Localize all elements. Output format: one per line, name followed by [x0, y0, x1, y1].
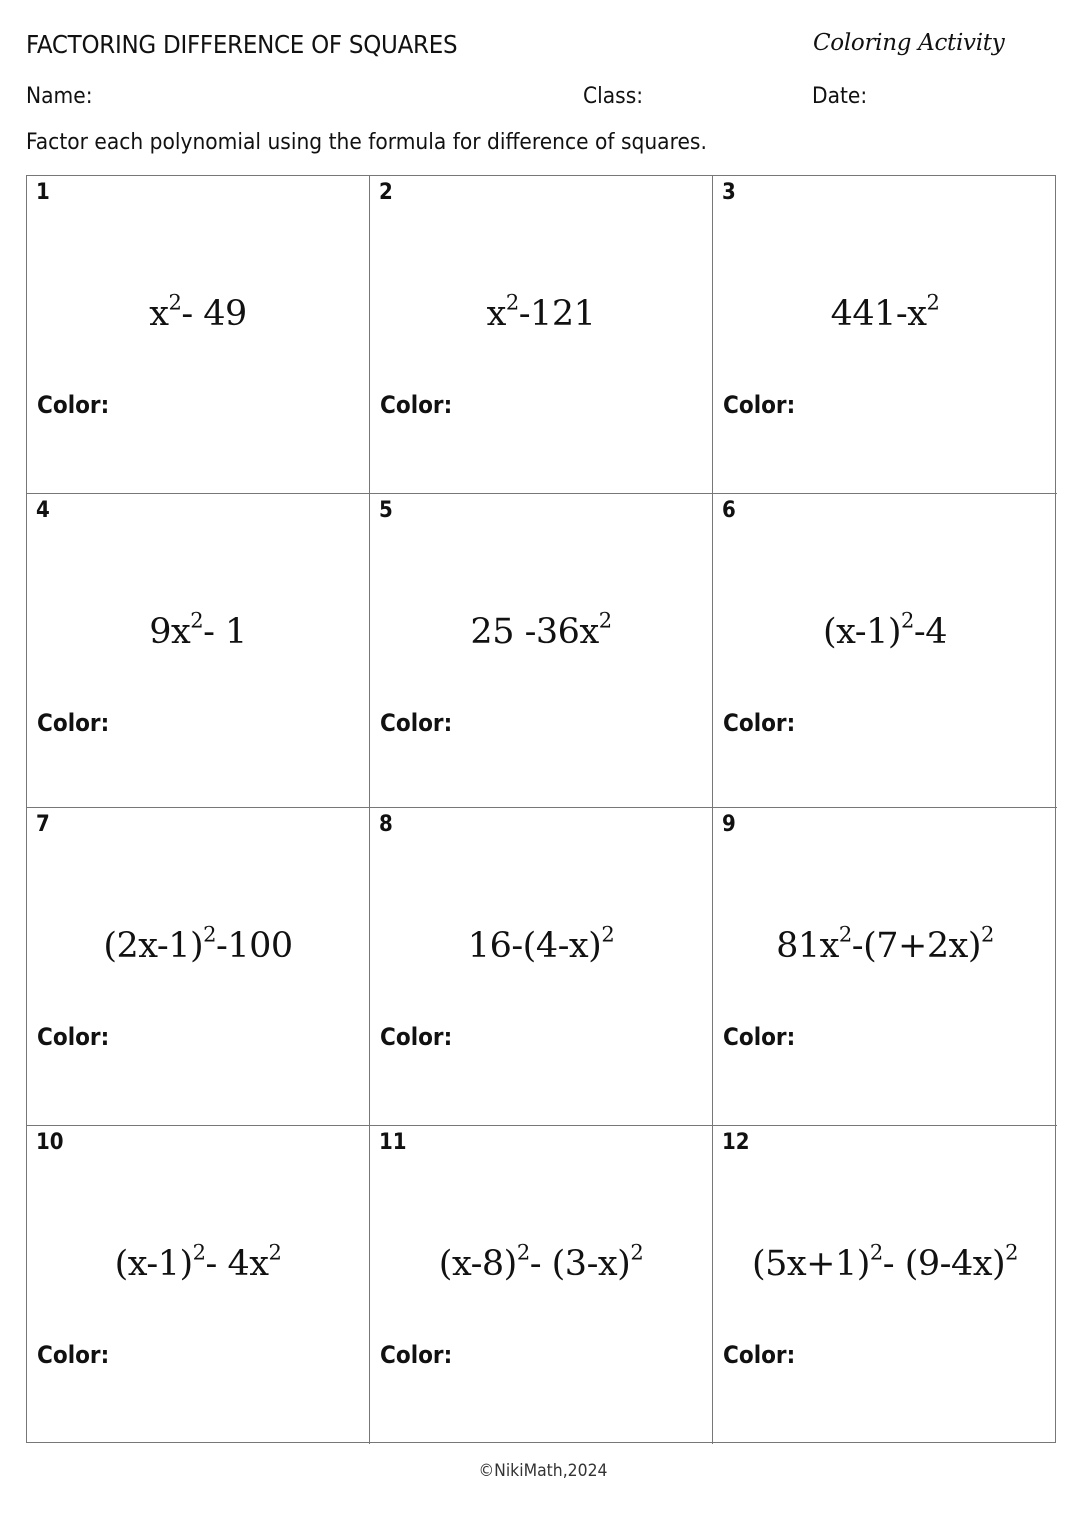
polynomial-expression: [27, 290, 369, 334]
color-label: Color:: [723, 709, 796, 737]
exponent: 2: [516, 1240, 530, 1265]
exponent: 2: [981, 922, 994, 947]
problem-number: 12: [722, 1130, 750, 1155]
polynomial-expression: [370, 1240, 712, 1284]
instructions: Factor each polynomial using the formula for difference of squares.: [26, 130, 707, 155]
expression-term: x: [149, 294, 169, 334]
exponent: 2: [192, 1240, 206, 1265]
worksheet-title: FACTORING DIFFERENCE OF SQUARES: [26, 30, 458, 59]
color-label: Color:: [723, 1023, 796, 1051]
problem-cell: [713, 1126, 1057, 1444]
polynomial-expression: [27, 608, 369, 652]
worksheet-subtitle: Coloring Activity: [813, 30, 1005, 56]
expression-term: 81x: [776, 926, 839, 966]
color-label: Color:: [37, 1341, 110, 1369]
expression-term: (x-1): [822, 612, 902, 652]
expression-term: - (3-x): [529, 1244, 631, 1284]
problem-number: 4: [36, 498, 50, 523]
polynomial-expression: [370, 608, 712, 652]
expression-term: 25 -36x: [470, 612, 599, 652]
problem-cell: [713, 808, 1057, 1126]
exponent: 2: [630, 1240, 644, 1265]
color-label: Color:: [380, 709, 453, 737]
expression-term: -121: [518, 294, 596, 334]
problem-cell: [370, 176, 713, 494]
name-field-label: Name:: [26, 84, 93, 109]
expression-term: 9x: [149, 612, 191, 652]
problem-number: 10: [36, 1130, 64, 1155]
expression-term: (x-8): [438, 1244, 517, 1284]
date-field-label: Date:: [812, 84, 868, 109]
exponent: 2: [268, 1240, 282, 1265]
color-label: Color:: [37, 709, 110, 737]
color-label: Color:: [37, 1023, 110, 1051]
problem-cell: [27, 176, 370, 494]
color-label: Color:: [380, 1341, 453, 1369]
problem-cell: [370, 1126, 713, 1444]
problem-number: 7: [36, 812, 50, 837]
expression-term: 16-(4-x): [467, 926, 602, 966]
exponent: 2: [601, 922, 615, 947]
exponent: 2: [190, 608, 204, 633]
polynomial-expression: [27, 922, 369, 966]
expression-term: -100: [216, 926, 293, 966]
exponent: 2: [838, 922, 852, 947]
polynomial-expression: [370, 290, 712, 334]
exponent: 2: [926, 290, 940, 315]
problem-cell: [713, 494, 1057, 808]
exponent: 2: [901, 608, 914, 633]
problem-number: 3: [722, 180, 736, 205]
expression-term: (5x+1): [751, 1244, 870, 1284]
exponent: 2: [1005, 1240, 1019, 1265]
polynomial-expression: [713, 922, 1057, 966]
expression-term: - 49: [181, 294, 247, 334]
polynomial-expression: [713, 1240, 1057, 1284]
polynomial-expression: [713, 608, 1057, 652]
expression-term: -(7+2x): [851, 926, 982, 966]
footer-copyright: ©NikiMath,2024: [478, 1461, 608, 1481]
class-field-label: Class:: [583, 84, 644, 109]
expression-term: - 4x: [205, 1244, 269, 1284]
problem-number: 8: [379, 812, 393, 837]
problem-number: 11: [379, 1130, 407, 1155]
polynomial-expression: [370, 922, 712, 966]
problem-number: 2: [379, 180, 393, 205]
polynomial-expression: [713, 290, 1057, 334]
expression-term: (x-1): [114, 1244, 193, 1284]
problem-number: 5: [379, 498, 393, 523]
problem-grid: [26, 175, 1056, 1443]
expression-term: (2x-1): [103, 926, 204, 966]
color-label: Color:: [723, 391, 796, 419]
problem-cell: [27, 494, 370, 808]
expression-term: 441-x: [830, 294, 927, 334]
exponent: 2: [505, 290, 519, 315]
exponent: 2: [598, 608, 612, 633]
expression-term: - 1: [203, 612, 247, 652]
color-label: Color:: [380, 391, 453, 419]
expression-term: -4: [913, 612, 947, 652]
problem-number: 9: [722, 812, 736, 837]
polynomial-expression: [27, 1240, 369, 1284]
exponent: 2: [168, 290, 182, 315]
color-label: Color:: [37, 391, 110, 419]
problem-number: 1: [36, 180, 50, 205]
problem-cell: [370, 808, 713, 1126]
problem-cell: [27, 1126, 370, 1444]
expression-term: - (9-4x): [882, 1244, 1006, 1284]
problem-number: 6: [722, 498, 736, 523]
color-label: Color:: [723, 1341, 796, 1369]
problem-cell: [27, 808, 370, 1126]
exponent: 2: [869, 1240, 883, 1265]
expression-term: x: [486, 294, 506, 334]
exponent: 2: [203, 922, 217, 947]
problem-cell: [370, 494, 713, 808]
color-label: Color:: [380, 1023, 453, 1051]
problem-cell: [713, 176, 1057, 494]
